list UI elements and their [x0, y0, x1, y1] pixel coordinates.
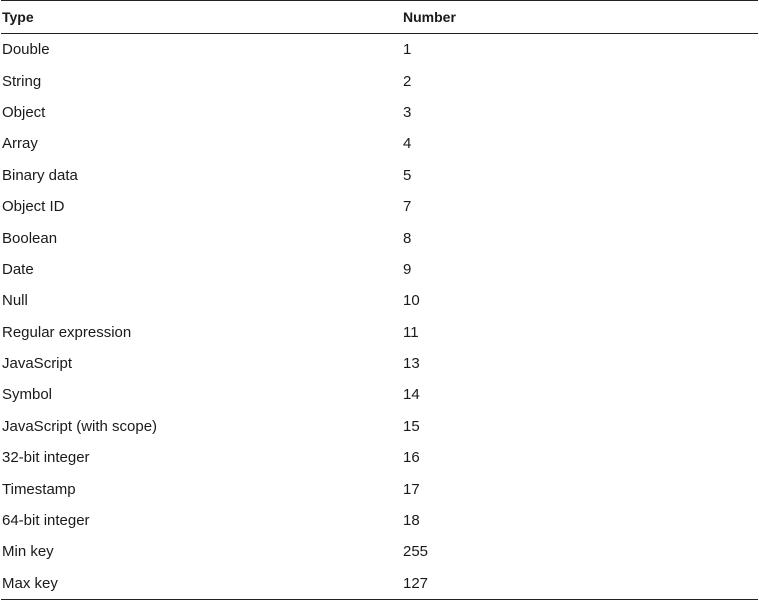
cell-number: 1: [403, 41, 412, 59]
cell-type: Date: [2, 260, 34, 278]
table-row: [1, 505, 758, 536]
table-row: [1, 160, 758, 191]
cell-number: 2: [403, 72, 412, 90]
bson-type-table: [1, 0, 758, 600]
table-row: [1, 65, 758, 96]
cell-number: 10: [403, 292, 420, 310]
bson-type-table-container: [1, 0, 758, 600]
cell-number: 14: [403, 386, 420, 404]
table-row: [1, 536, 758, 567]
cell-type: String: [2, 72, 42, 90]
cell-type: Double: [2, 41, 50, 59]
cell-number: 16: [403, 449, 420, 467]
table-row: [1, 285, 758, 316]
table-row: [1, 34, 758, 66]
table-row: [1, 191, 758, 222]
table-row: [1, 348, 758, 379]
cell-type: Object: [2, 103, 46, 121]
table-header: [1, 1, 758, 34]
cell-number: 127: [403, 574, 429, 592]
table-row: [1, 97, 758, 128]
cell-type: Object ID: [2, 198, 65, 216]
cell-number: 255: [403, 543, 429, 561]
cell-type: Null: [2, 292, 28, 310]
header-number: Number: [403, 9, 456, 25]
cell-type: 32-bit integer: [2, 449, 90, 467]
cell-type: Binary data: [2, 166, 78, 184]
cell-type: Max key: [2, 574, 58, 592]
table-row: [1, 473, 758, 504]
cell-number: 13: [403, 355, 420, 373]
cell-number: 7: [403, 198, 412, 216]
table-row: [1, 222, 758, 253]
cell-number: 17: [403, 480, 420, 498]
cell-type: JavaScript (with scope): [2, 417, 158, 435]
table-row: [1, 411, 758, 442]
table-row: [1, 568, 758, 600]
cell-type: 64-bit integer: [2, 512, 90, 530]
table-row: [1, 317, 758, 348]
cell-type: Timestamp: [2, 480, 76, 498]
table-row: [1, 128, 758, 159]
table-row: [1, 379, 758, 410]
cell-type: Array: [2, 135, 38, 153]
cell-type: Regular expression: [2, 323, 132, 341]
table-body: [1, 34, 758, 600]
cell-number: 15: [403, 417, 420, 435]
cell-number: 11: [403, 323, 419, 341]
cell-number: 9: [403, 260, 412, 278]
cell-number: 5: [403, 166, 412, 184]
header-row: [1, 1, 758, 34]
cell-type: Min key: [2, 543, 54, 561]
cell-number: 18: [403, 512, 420, 530]
cell-type: Symbol: [2, 386, 53, 404]
cell-number: 8: [403, 229, 412, 247]
header-type: Type: [2, 9, 34, 25]
cell-type: JavaScript: [2, 355, 73, 373]
table-row: [1, 254, 758, 285]
table-row: [1, 442, 758, 473]
cell-number: 3: [403, 103, 412, 121]
cell-type: Boolean: [2, 229, 58, 247]
cell-number: 4: [403, 135, 412, 153]
